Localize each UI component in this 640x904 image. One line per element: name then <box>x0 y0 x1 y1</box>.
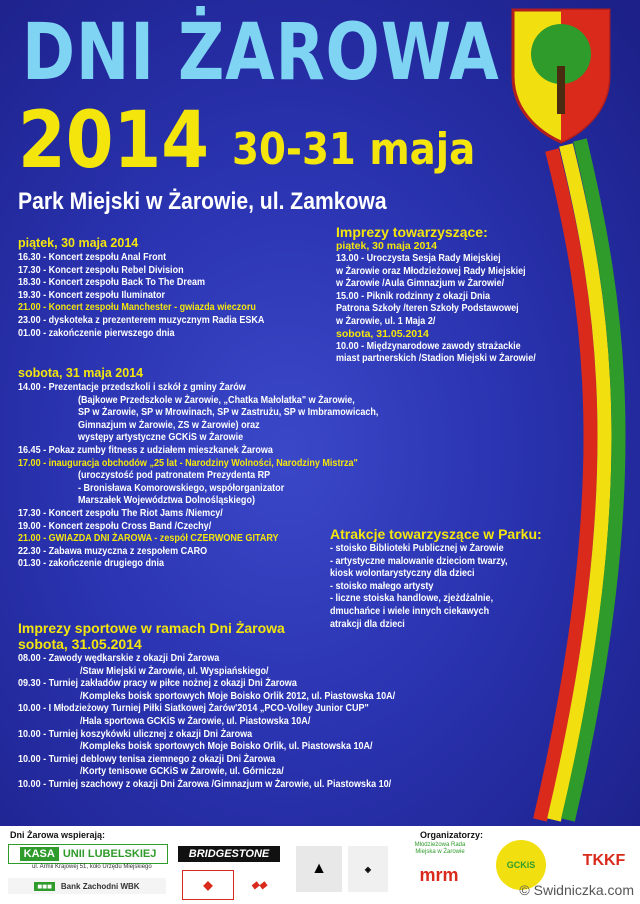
poster-year: 2014 <box>18 96 210 186</box>
friday-item: 21.00 - Koncert zespołu Manchester - gwiazda wieczoru <box>18 301 256 314</box>
sports-item: 10.00 - Turniej koszykówki ulicznej z okazji Dni Żarowa <box>18 727 253 740</box>
saturday-item: 21.00 - GWIAZDA DNI ŻAROWA - zespół CZERWONE GITARY <box>18 532 279 545</box>
park-item: atrakcji dla dzieci <box>330 617 405 630</box>
mrm-label: Młodzieżowa Rada Miejska w Żarowie <box>414 842 466 855</box>
sports-item: /Korty tenisowe GCKiS w Żarowie, ul. Górnicza/ <box>80 765 284 778</box>
sports-item: 10.00 - Turniej deblowy tenisa ziemnego z okazji Dni Żarowa <box>18 752 276 765</box>
saturday-item: Gimnazjum w Żarowie, ZS w Żarowie) oraz <box>78 418 260 431</box>
side-event-item: 15.00 - Piknik rodzinny z okazji Dnia <box>336 289 491 302</box>
side-event-item: w Żarowie, ul. 1 Maja 2/ <box>336 314 436 327</box>
organizers-label: Organizatorzy: <box>420 830 484 840</box>
saturday-item: - Bronisława Komorowskiego, współorganizator <box>78 481 285 494</box>
park-item: dmuchańce i wiele innych ciekawych <box>330 604 490 617</box>
sports-item: 10.00 - Turniej szachowy z okazji Dni Żarowa /Gimnazjum w Żarowie, ul. Piastowska 10/ <box>18 777 392 790</box>
side-event-item: miast partnerskich /Stadion Miejski w Żarowie/ <box>336 352 536 365</box>
saturday-item: 22.30 - Zabawa muzyczna z zespołem CARO <box>18 544 208 557</box>
tkkf-logo: TKKF <box>582 852 626 869</box>
partner-logo: ◆ <box>182 870 234 900</box>
mrm-logo: mrm <box>419 864 459 885</box>
side-events-day2: sobota, 31.05.2014 <box>336 327 429 340</box>
side-events-section <box>336 224 566 365</box>
park-list <box>330 542 560 630</box>
park-item: - stoisko małego artysty <box>330 579 434 592</box>
kasa-address: ul. Armii Krajowej 51, koło Urzędu Miejskiego <box>32 864 152 870</box>
friday-item: 17.30 - Koncert zespołu Rebel Division <box>18 263 184 276</box>
sports-item: /Hala sportowa GCKiS w Żarowie, ul. Piastowska 10A/ <box>80 714 311 727</box>
friday-item: 18.30 - Koncert zespołu Back To The Dream <box>18 276 206 289</box>
emblem-logo: ◈ <box>348 846 388 892</box>
friday-item: 19.30 - Koncert zespołu Iluminator <box>18 288 166 301</box>
poster-dates: 30-31 maja <box>232 124 476 175</box>
kasa-logo-text2: UNII LUBELSKIEJ <box>62 848 157 860</box>
saturday-item: 14.00 - Prezentacje przedszkoli i szkół z gminy Żarów <box>18 381 246 393</box>
sports-day: sobota, 31.05.2014 <box>18 636 142 652</box>
saturday-item: (Bajkowe Przedszkole w Żarowie, „Chatka Małolatka" w Żarowie, <box>78 393 355 406</box>
bank-logo: ■■■ Bank Zachodni WBK <box>8 878 166 894</box>
side-event-item: 13.00 - Uroczysta Sesja Rady Miejskiej <box>336 252 501 264</box>
watermark: © Swidniczka.com <box>519 882 634 898</box>
saturday-item: 19.00 - Koncert zespołu Cross Band /Czechy/ <box>18 519 212 532</box>
side-event-item: w Żarowie oraz Młodzieżowej Rady Miejskiej <box>336 264 526 277</box>
poster-venue: Park Miejski w Żarowie, ul. Zamkowa <box>18 188 387 215</box>
sports-item: 09.30 - Turniej zakładów pracy w piłce nożnej z okazji Dni Żarowa <box>18 677 297 690</box>
sports-heading: Imprezy sportowe w ramach Dni Żarowa <box>18 620 285 636</box>
saturday-item: występy artystyczne GCKiS w Żarowie <box>78 431 244 444</box>
side-event-item: Patrona Szkoły /teren Szkoły Podstawowej <box>336 302 519 315</box>
saturday-item: (uroczystość pod patronatem Prezydenta RP <box>78 469 271 482</box>
park-item: - artystyczne malowanie dzieciom twarzy, <box>330 554 508 567</box>
kasa-logo <box>8 844 168 864</box>
gckis-logo: GCKiS <box>496 840 546 890</box>
footer <box>0 826 640 904</box>
saturday-item: SP w Żarowie, SP w Mrowinach, SP w Zastrużu, SP w Imbramowicach, <box>78 406 379 419</box>
sports-item: /Staw Miejski w Żarowie, ul. Wyspiańskiego/ <box>80 664 269 677</box>
sports-list <box>18 652 558 791</box>
bridgestone-logo: BRIDGESTONE <box>178 846 280 862</box>
park-item: - stoisko Biblioteki Publicznej w Żarowie <box>330 542 504 554</box>
side-events-list1 <box>336 252 566 328</box>
park-item: - liczne stoiska handlowe, zjeżdżalnie, <box>330 592 494 605</box>
partner-logo-2: ◆◆ <box>251 879 267 891</box>
friday-section <box>18 236 338 339</box>
saturday-item: 16.45 - Pokaz zumby fitness z udziałem mieszkanek Żarowa <box>18 443 273 456</box>
side-event-item: w Żarowie /Aula Gimnazjum w Żarowie/ <box>336 277 505 290</box>
friday-item: 16.30 - Koncert zespołu Anal Front <box>18 251 167 263</box>
town-hall-logo: ▲ <box>296 846 342 892</box>
park-section <box>330 526 560 630</box>
park-heading: Atrakcje towarzyszące w Parku: <box>330 526 542 542</box>
side-event-item: 10.00 - Międzynarodowe zawody strażackie <box>336 339 521 352</box>
saturday-item: 01.30 - zakończenie drugiego dnia <box>18 557 165 570</box>
friday-heading: piątek, 30 maja 2014 <box>18 236 139 250</box>
sports-item: 10.00 - I Młodzieżowy Turniej Piłki Siatkowej Żarów'2014 „PCO-Volley Junior CUP" <box>18 702 369 715</box>
sports-section <box>18 617 558 791</box>
saturday-item: 17.00 - inauguracja obchodów „25 lat - Narodziny Wolności, Narodziny Mistrza" <box>18 456 358 469</box>
sports-item: 08.00 - Zawody wędkarskie z okazji Dni Żarowa <box>18 652 220 664</box>
sports-item: /Kompleks boisk sportowych Moje Boisko Orlik 2012, ul. Piastowska 10A/ <box>80 689 396 702</box>
saturday-item: 17.30 - Koncert zespołu The Riot Jams /Niemcy/ <box>18 506 223 519</box>
side-events-day1: piątek, 30 maja 2014 <box>336 240 437 252</box>
park-item: kiosk wolontarystyczny dla dzieci <box>330 567 475 580</box>
saturday-heading: sobota, 31 maja 2014 <box>18 366 144 380</box>
kasa-logo-text: KASA <box>20 847 59 861</box>
side-events-heading: Imprezy towarzyszące: <box>336 224 488 240</box>
friday-item: 01.00 - zakończenie pierwszego dnia <box>18 326 175 339</box>
side-events-list2 <box>336 340 566 365</box>
friday-item: 23.00 - dyskoteka z prezenterem muzycznym Radia ESKA <box>18 313 265 326</box>
poster-title: DNI ŻAROWA <box>22 8 500 98</box>
saturday-item: Marszałek Województwa Dolnośląskiego) <box>78 494 255 507</box>
bank-logo-text: Bank Zachodni WBK <box>60 881 140 891</box>
coat-of-arms-icon <box>505 6 617 146</box>
sports-item: /Kompleks boisk sportowych Moje Boisko Orlik, ul. Piastowska 10A/ <box>80 740 373 753</box>
supporters-label: Dni Żarowa wspierają: <box>10 830 106 840</box>
friday-list <box>18 251 338 339</box>
